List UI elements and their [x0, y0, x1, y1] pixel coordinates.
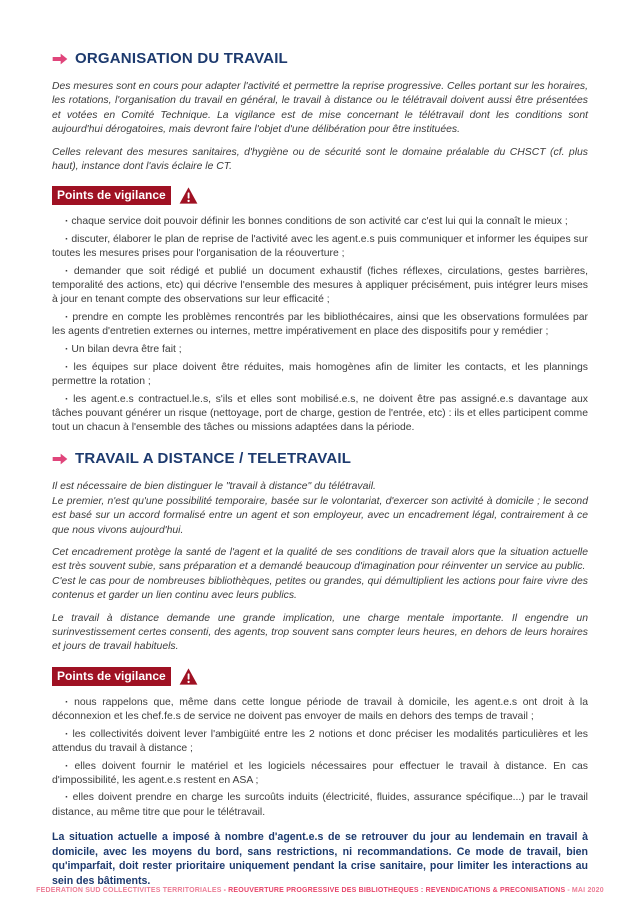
bullet-item — [52, 343, 588, 357]
bullet-item — [52, 265, 588, 308]
bullet-marker: · — [65, 344, 69, 356]
bullet-item — [52, 393, 588, 436]
bullet-item — [52, 311, 588, 339]
bullet-marker: · — [65, 393, 69, 405]
footer-separator: - — [223, 887, 227, 894]
bullet-text: chaque service doit pouvoir définir les bonnes conditions de son activité car c'est lui qui la connaît le mieux ; — [71, 216, 568, 228]
bullet-text: prendre en compte les problèmes rencontrés par les bibliothécaires, ainsi que les observations formulées par les agents d'entretien externes ou internes, mettre impérativement en place des dispositifs pour y remédier ; — [52, 312, 588, 338]
bullet-item — [52, 215, 588, 229]
bullet-marker: · — [65, 266, 69, 278]
bullet-text: discuter, élaborer le plan de reprise de l'activité avec les agent.e.s puis communiquer et informer les équipes sur toutes les mesures prises pour l'organisation de la réouverture ; — [52, 234, 588, 260]
bullet-text: les collectivités doivent lever l'ambigüité entre les 2 notions et donc préciser les modalités particulières et les attendus du travail à distance ; — [52, 728, 589, 754]
bullet-text: elles doivent prendre en charge les surcoûts induits (électricité, fluides, assurance spécifique...) par le travail distance, au même titre que pour le télétravail. — [52, 792, 588, 818]
bullet-item — [52, 760, 588, 788]
footer-date: MAI 2020 — [571, 887, 604, 894]
section2-paragraph-1: Il est nécessaire de bien distinguer le "travail à distance" du télétravail. — [52, 481, 376, 493]
bullet-text: les agent.e.s contractuel.le.s, s'ils et elles sont mobilisé.e.s, ne doivent être pas assigné.e.s davantage aux tâches pouvant générer un risque (nettoyage, port de charge, gestion de l'entrée, etc) : ils et elles participent comme tout un chacun à l'ensemble des tâches ou missions adaptées dans la période. — [52, 393, 589, 434]
section-travail-a-distance — [52, 450, 588, 889]
bullet-item — [52, 696, 588, 724]
section2-vigilance-row — [52, 667, 588, 686]
vigilance-label: Points de vigilance — [52, 667, 171, 686]
page-footer — [0, 887, 640, 894]
bullet-item — [52, 791, 588, 819]
section2-title: TRAVAIL A DISTANCE / TELETRAVAIL — [75, 450, 352, 468]
section1-paragraph-1: Des mesures sont en cours pour adapter l'activité et permettre la reprise progressive. Celles portant sur les horaires, les rotations, l'organisation du travail en général, le travail à distance ou le télétravail doivent aussi être présentées et votées en Comité Technique. La vigilance est de mise concernant le télétravail dont les conditions sont aujourd'hui dérogatoires, mais devront faire l'objet d'une délibération pour être instituées. — [52, 81, 588, 136]
bullet-text: Un bilan devra être fait ; — [71, 344, 182, 356]
bullet-marker: · — [65, 234, 69, 246]
section1-heading — [52, 50, 588, 67]
conclusion-paragraph: La situation actuelle a imposé à nombre d'agent.e.s de se retrouver du jour au lendemain en travail à domicile, avec les moyens du bord, sans restrictions, ni recommandations. Ce mode de travail, bien qu'imparfait, doit rester prioritaire uniquement pendant la crise sanitaire, pour limiter les interactions au sein des bâtiments. — [52, 830, 588, 888]
bullet-item — [52, 728, 588, 756]
bullet-text: nous rappelons que, même dans cette longue période de travail à domicile, les agent.e.s ont droit à la déconnexion et les chef.fe.s de service ne doivent pas envoyer de mails en dehors des temps de travail ; — [52, 696, 589, 722]
footer-separator: - — [567, 887, 570, 894]
bullet-marker: · — [65, 312, 69, 324]
footer-organization: FEDERATION SUD COLLECTIVITES TERRITORIALES — [36, 887, 222, 894]
bullet-text: elles doivent fournir le matériel et les logiciels nécessaires pour effectuer le travail à distance. En cas d'impossibilité, les agent.e.s restent en ASA ; — [52, 760, 588, 786]
section1-bullet-list — [52, 215, 588, 435]
section2-paragraph-3: Cet encadrement protège la santé de l'agent et la qualité de ses conditions de travail alors que la situation actuelle est très souvent subie, sans préparation et a demandé beaucoup d'imagination pour réinventer un service au public. — [52, 546, 588, 573]
vigilance-label: Points de vigilance — [52, 186, 171, 205]
bullet-marker: · — [65, 361, 69, 373]
warning-triangle-icon — [179, 187, 198, 204]
right-arrow-icon — [52, 53, 68, 65]
section1-vigilance-row — [52, 186, 588, 205]
bullet-marker: · — [65, 728, 69, 740]
warning-triangle-icon — [179, 668, 198, 685]
section-organisation-du-travail — [52, 50, 588, 435]
section2-paragraph-2: Le premier, n'est qu'une possibilité temporaire, basée sur le volontariat, d'exercer son activité à domicile ; le second est basé sur un accord formalisé entre un agent et son employeur, avec un encadrement légal, contrairement à ce que nous vivons aujourd'hui. — [52, 495, 588, 536]
right-arrow-icon — [52, 453, 68, 465]
bullet-marker: · — [65, 760, 69, 772]
footer-document-title: REOUVERTURE PROGRESSIVE DES BIBLIOTHEQUES : REVENDICATIONS & PRECONISATIONS — [228, 887, 566, 894]
bullet-text: demander que soit rédigé et publié un document exhaustif (fiches réflexes, circulations, gestes barrières, temporalité des actions, etc) qui décrive l'ensemble des mesures à appliquer précisément, puis intégrer leurs mises à jour en tenant compte des observations sur leur efficacité ; — [52, 266, 588, 306]
section1-paragraph-2: Celles relevant des mesures sanitaires, d'hygiène ou de sécurité sont le domaine préalable du CHSCT (cf. plus haut), instance dont l'avis éclaire le CT. — [52, 146, 588, 173]
section2-bullet-list — [52, 696, 588, 820]
section1-title: ORGANISATION DU TRAVAIL — [75, 50, 288, 67]
bullet-marker: · — [65, 696, 69, 708]
bullet-text: les équipes sur place doivent être réduites, mais homogènes afin de limiter les contacts, et les plannings permettre la rotation ; — [52, 361, 588, 387]
section2-paragraph-5: Le travail à distance demande une grande implication, une charge mentale importante. Il engendre un surinvestissement certes consenti, des agents, trop souvent sans compter leurs heures, en dehors de leurs horaires et jours de travail habituels. — [52, 612, 588, 653]
section2-paragraph-4: C'est le cas pour de nombreuses bibliothèques, petites ou grandes, qui démultiplient les actions pour faire vivre des contenus et garder un lien continu avec leurs publics. — [52, 575, 588, 602]
bullet-item — [52, 233, 588, 261]
section2-heading — [52, 450, 588, 467]
bullet-marker: · — [65, 792, 69, 804]
bullet-item — [52, 361, 588, 389]
bullet-marker: · — [65, 216, 69, 228]
